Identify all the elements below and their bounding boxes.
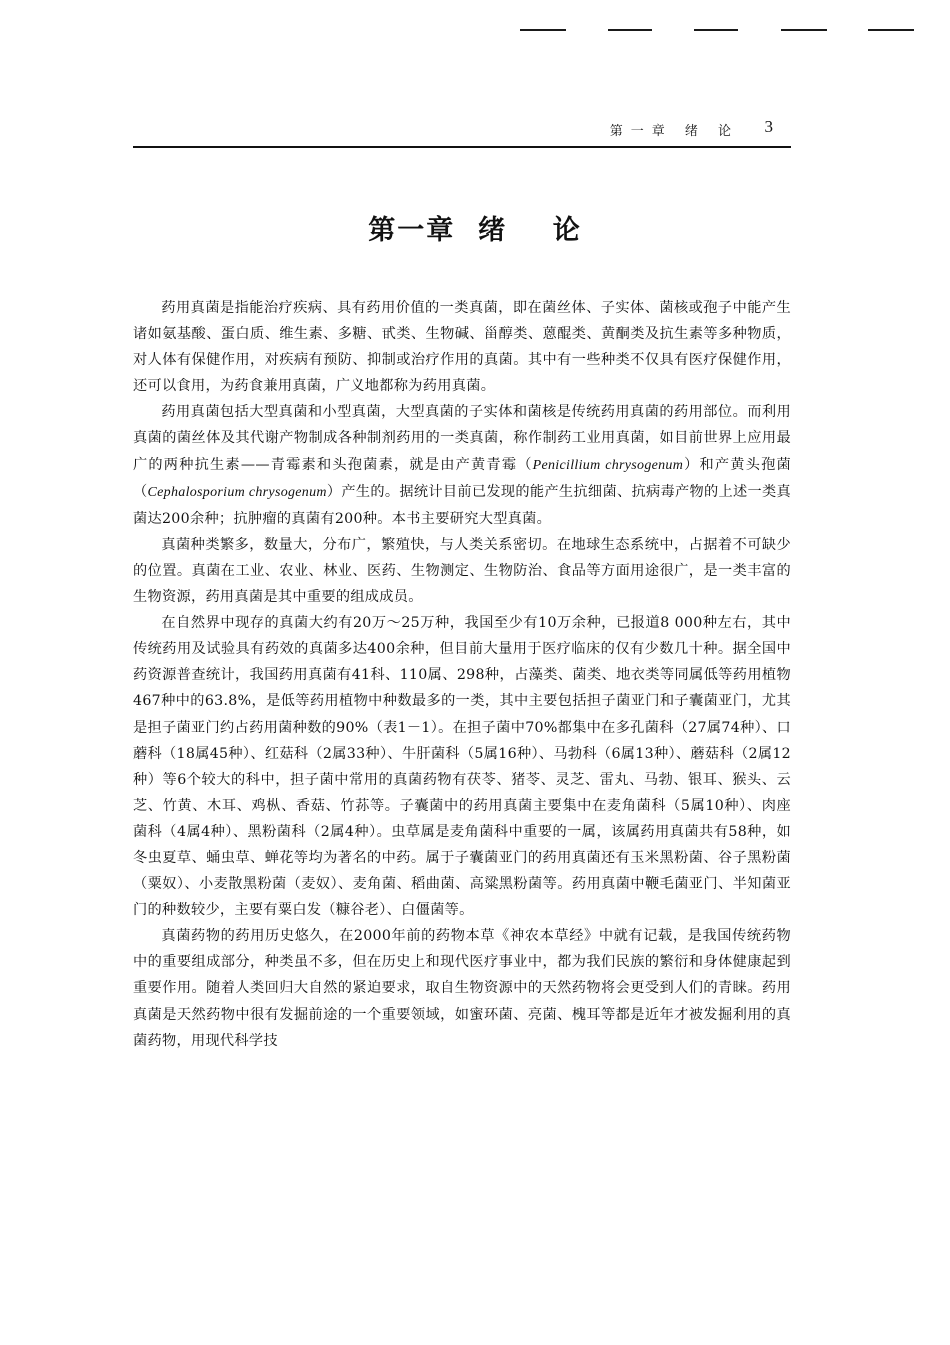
running-title: 第一章 绪 论 bbox=[609, 124, 739, 139]
latin-name: Penicillium chrysogenum bbox=[532, 457, 684, 473]
chapter-title: 第一章 绪 论 bbox=[368, 215, 582, 246]
paragraph-diversity: 真菌种类繁多，数量大，分布广，繁殖快，与人类关系密切。在地球生态系统中，占据着不可缺少的位置。真菌在工业、农业、林业、医药、生物测定、生物防治、食品等方面用途很广，是一类丰富的生物资源，药用真菌是其中重要的组成成员。 bbox=[133, 536, 791, 606]
paragraph-statistics: 在自然界中现存的真菌大约有20万～25万种，我国至少有10万余种，已报道8 000种左右，其中传统药用及试验具有药效的真菌多达400余种，但目前大量用于医疗临床的仅有少数几十种。据全国中药资源普查统计，我国药用真菌有41科、110属、298种，占藻类、菌类、地衣类等同属低等药用植物467种中的63.8%，是低等药用植物中种数最多的一类，其中主要包括担子菌亚门和子囊菌亚门，尤其是担子菌亚门约占药用菌种数的90%（表1－1）。在担子菌中70%都集中在多孔菌科（27属74种）、口蘑科（18属45种）、红菇科（2属33种）、牛肝菌科（5属16种）、马勃科（6属13种）、蘑菇科（2属12种）等6个较大的科中，担子菌中常用的真菌药物有茯苓、猪苓、灵芝、雷丸、马勃、银耳、猴头、云芝、竹黄、木耳、鸡枞、香菇、竹荪等。子囊菌中的药用真菌主要集中在麦角菌科（5属10种）、肉座菌科（4属4种）、黑粉菌科（2属4种）。虫草属是麦角菌科中重要的一属，该属药用真菌共有58种，如冬虫夏草、蛹虫草、蝉花等均为著名的中药。属于子囊菌亚门的药用真菌还有玉米黑粉菌、谷子黑粉菌（粟奴）、小麦散黑粉菌（麦奴）、麦角菌、稻曲菌、高粱黑粉菌等。药用真菌中鞭毛菌亚门、半知菌亚门的种数较少，主要有粟白发（糠谷老）、白僵菌等。 bbox=[133, 615, 791, 919]
scan-mark bbox=[781, 29, 827, 31]
paragraph-definition: 药用真菌是指能治疗疾病、具有药用价值的一类真菌，即在菌丝体、子实体、菌核或孢子中能产生诸如氨基酸、蛋白质、维生素、多糖、甙类、生物碱、甾醇类、蒽醌类、黄酮类及抗生素等多种物质，对人体有保健作用，对疾病有预防、抑制或治疗作用的真菌。其中有一些种类不仅具有医疗保健作用，还可以食用，为药食兼用真菌，广义地都称为药用真菌。 bbox=[133, 300, 791, 395]
scan-mark bbox=[694, 29, 738, 31]
latin-name: Cephalosporium chrysogenum bbox=[147, 484, 327, 500]
scan-mark bbox=[608, 29, 652, 31]
page-number: 3 bbox=[764, 117, 773, 136]
running-header bbox=[133, 118, 791, 148]
paragraph-classification: 药用真菌包括大型真菌和小型真菌，大型真菌的子实体和菌核是传统药用真菌的药用部位。而利用真菌的菌丝体及其代谢产物制成各种制剂药用的一类真菌，称作制药工业用真菌，如目前世界上应用最广的两种抗生素——青霉素和头孢菌素，就是由产黄青霉（Penicillium chrysogenum）和产黄头孢菌（Cephalosporium chrysogenum）产生的。据统计目前已发现的能产生抗细菌、抗病毒产物的上述一类真菌达200余种；抗肿瘤的真菌有200种。本书主要研究大型真菌。 bbox=[133, 404, 791, 527]
scan-mark bbox=[868, 29, 914, 31]
paragraph-history: 真菌药物的药用历史悠久，在2000年前的药物本草《神农本草经》中就有记载，是我国传统药物中的重要组成部分，种类虽不多，但在历史上和现代医疗事业中，都为我们民族的繁衍和身体健康起到重要作用。随着人类回归大自然的紧迫要求，取自生物资源中的天然药物将会更受到人们的青睐。药用真菌是天然药物中很有发掘前途的一个重要领域，如蜜环菌、亮菌、槐耳等都是近年才被发掘利用的真菌药物，用现代科学技 bbox=[133, 928, 791, 1049]
scan-mark bbox=[520, 29, 566, 31]
body-text bbox=[133, 295, 791, 1054]
